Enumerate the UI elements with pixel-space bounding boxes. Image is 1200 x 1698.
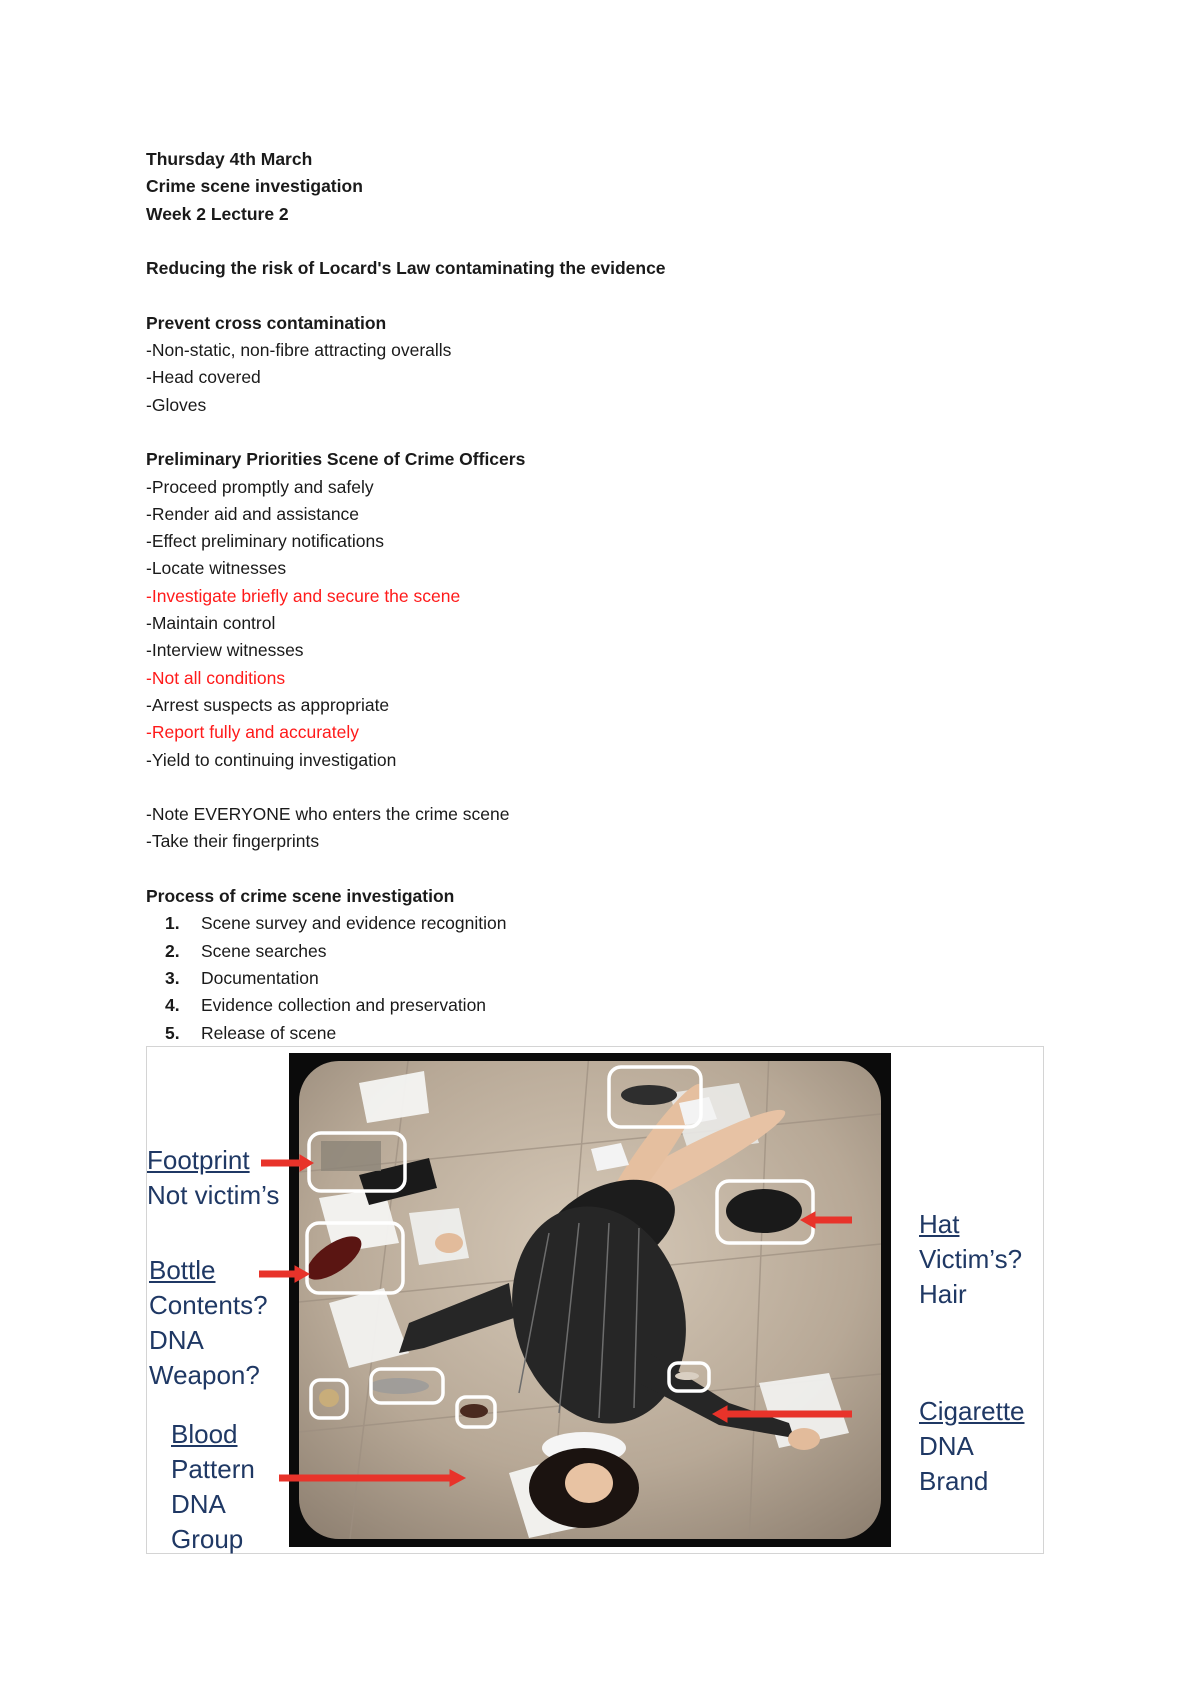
priority-dash: - <box>146 640 152 661</box>
priority-text: Locate witnesses <box>151 558 287 579</box>
priorities-extra-item: -Take their fingerprints <box>146 831 320 852</box>
blood-label-note: DNA <box>171 1489 226 1519</box>
course-title: Crime scene investigation <box>146 176 363 197</box>
step-text: Evidence collection and preservation <box>201 995 487 1016</box>
priority-item <box>146 528 1046 555</box>
step-text: Scene searches <box>201 940 327 961</box>
prevent-heading: Prevent cross contamination <box>146 312 387 333</box>
priority-dash: - <box>146 585 152 606</box>
priority-item <box>146 747 1046 774</box>
hat-label-note: Hair <box>919 1279 967 1309</box>
process-steps <box>146 910 1046 1046</box>
process-heading: Process of crime scene investigation <box>146 886 455 907</box>
cigarette-label-note: Brand <box>919 1466 989 1496</box>
step-text: Scene survey and evidence recognition <box>201 913 507 934</box>
priority-text: Maintain control <box>151 613 276 634</box>
priority-dash: - <box>146 694 152 715</box>
process-step <box>146 938 1046 965</box>
blood-spot <box>460 1404 488 1418</box>
priority-item <box>146 555 1046 582</box>
priorities-list <box>146 474 1046 774</box>
priority-text: Not all conditions <box>151 667 286 688</box>
prevent-item: -Gloves <box>146 394 207 415</box>
lecture-number: Week 2 Lecture 2 <box>146 203 289 224</box>
crime-scene-photo <box>289 1053 891 1547</box>
process-step <box>146 1020 1046 1047</box>
intro-heading: Reducing the risk of Locard's Law contaminating the evidence <box>146 258 666 279</box>
priority-item <box>146 610 1046 637</box>
cigarette-label-note: DNA <box>919 1431 974 1461</box>
crime-scene-photo-frame <box>289 1053 891 1547</box>
priority-text: Investigate briefly and secure the scene <box>151 585 461 606</box>
priority-dash: - <box>146 613 152 634</box>
priority-text: Interview witnesses <box>151 640 304 661</box>
victim-hand <box>788 1428 820 1450</box>
process-step <box>146 965 1046 992</box>
priorities-heading: Preliminary Priorities Scene of Crime Officers <box>146 449 526 470</box>
step-number: 3. <box>165 967 180 988</box>
date-line: Thursday 4th March <box>146 149 313 169</box>
priority-text: Proceed promptly and safely <box>151 476 374 497</box>
step-number: 1. <box>165 913 180 934</box>
step-number: 5. <box>165 1022 180 1043</box>
bottle-label-note: Weapon? <box>149 1360 260 1390</box>
priority-dash: - <box>146 722 152 743</box>
hat-label <box>919 1207 1022 1312</box>
process-step <box>146 910 1046 937</box>
priority-dash: - <box>146 558 152 579</box>
cigarette-label <box>919 1394 1025 1499</box>
hat <box>726 1189 802 1233</box>
hat-label-title: Hat <box>919 1209 960 1239</box>
priority-text: Yield to continuing investigation <box>151 749 397 770</box>
hat-label-note: Victim’s? <box>919 1244 1023 1274</box>
footprint-label-note: Not victim’s <box>147 1180 280 1210</box>
priority-item <box>146 665 1046 692</box>
cigarette-label-title: Cigarette <box>919 1396 1025 1426</box>
priority-item <box>146 637 1046 664</box>
priority-item <box>146 583 1046 610</box>
glasses <box>369 1378 429 1394</box>
priority-dash: - <box>146 476 152 497</box>
priority-dash: - <box>146 531 152 552</box>
step-text: Documentation <box>201 967 319 988</box>
blood-label-title: Blood <box>171 1419 238 1449</box>
victim-face <box>565 1463 613 1503</box>
step-number: 2. <box>165 940 180 961</box>
bottle-label-title: Bottle <box>149 1255 216 1285</box>
victim-hand <box>435 1233 463 1253</box>
step-number: 4. <box>165 995 180 1016</box>
prevent-item: -Head covered <box>146 367 261 388</box>
prevent-item: -Non-static, non-fibre attracting overalls <box>146 340 452 361</box>
bottle-label-note: DNA <box>149 1325 204 1355</box>
process-step <box>146 992 1046 1019</box>
bottle-label-note: Contents? <box>149 1290 268 1320</box>
blood-label-note: Group <box>171 1524 244 1554</box>
priority-dash: - <box>146 667 152 688</box>
lecture-notes <box>146 146 1046 1047</box>
blood-label-note: Pattern <box>171 1454 255 1484</box>
crime-scene-figure <box>146 1046 1044 1554</box>
gun <box>621 1085 677 1105</box>
priority-item <box>146 719 1046 746</box>
priority-dash: - <box>146 503 152 524</box>
step-text: Release of scene <box>201 1022 337 1043</box>
priority-dash: - <box>146 749 152 770</box>
priority-text: Render aid and assistance <box>151 503 360 524</box>
priority-item <box>146 474 1046 501</box>
shoe-dropped <box>319 1389 339 1407</box>
footprint-mark <box>321 1141 381 1171</box>
footprint-label-title: Footprint <box>147 1145 250 1175</box>
priority-item <box>146 692 1046 719</box>
priority-text: Report fully and accurately <box>151 722 360 743</box>
footprint-label <box>147 1143 279 1213</box>
priority-text: Effect preliminary notifications <box>151 531 384 552</box>
priority-item <box>146 501 1046 528</box>
priorities-extra-item: -Note EVERYONE who enters the crime scene <box>146 804 510 825</box>
priority-text: Arrest suspects as appropriate <box>151 694 390 715</box>
blood-label <box>171 1417 255 1557</box>
bottle-label <box>149 1253 268 1393</box>
cigarette <box>675 1372 699 1380</box>
